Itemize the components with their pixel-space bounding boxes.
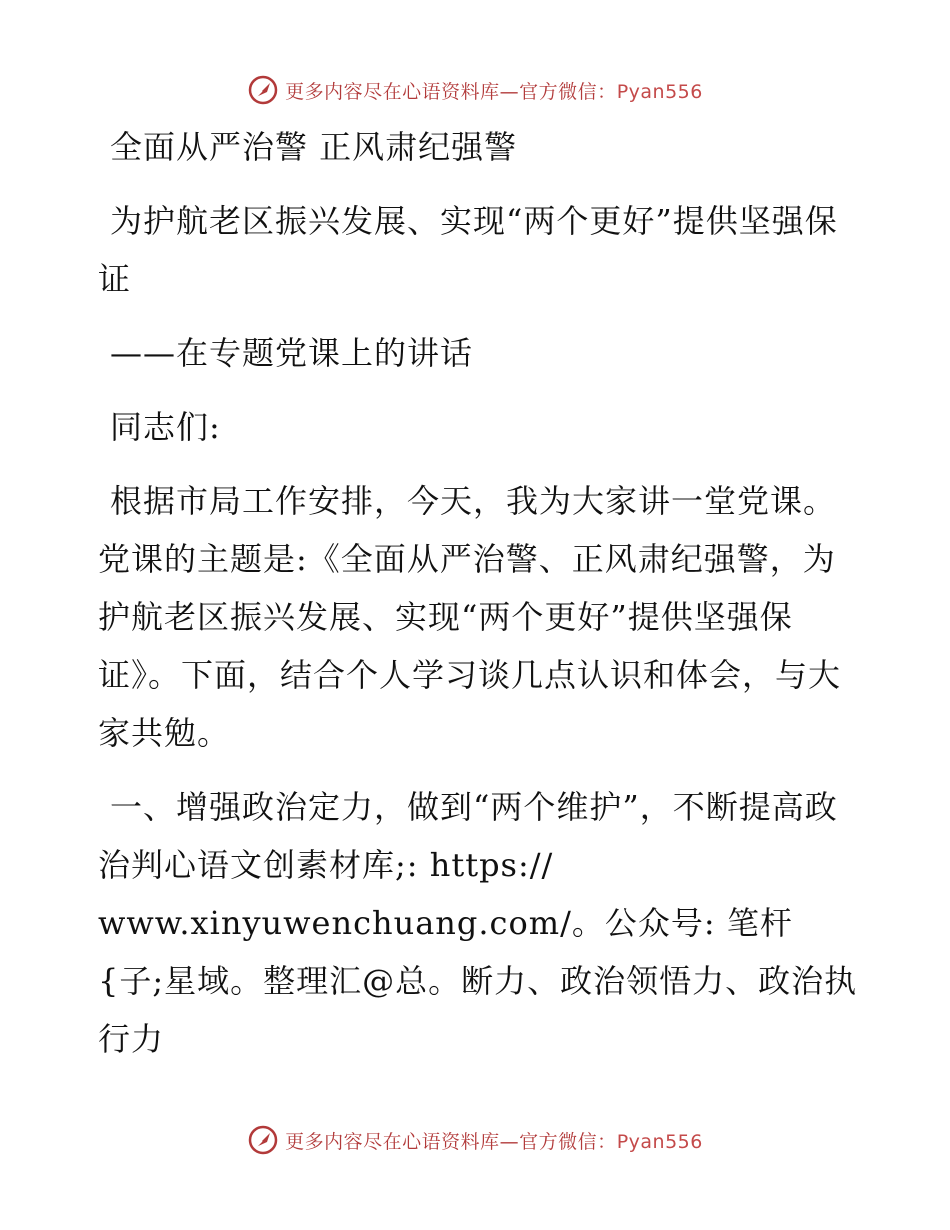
banner-main-text: 更多内容尽在心语资料库 [285, 1130, 500, 1153]
doc-paragraph-1: 根据市局工作安排，今天，我为大家讲一堂党课。党课的主题是:《全面从严治警、正风肃纪强警，为护航老区振兴发展、实现“两个更好”提供坚强保证》。下面，结合个人学习谈几点认识和体会，与大家共勉。 [98, 482, 842, 752]
banner-dash: — [499, 80, 520, 103]
doc-paragraph-2-part-a: 一、增强政治定力，做到“两个维护”，不断提高政治判心语文创素材库;: https:// [98, 788, 838, 884]
doc-title-line-1: 全面从严治警 正风肃纪强警 [110, 128, 518, 166]
banner-wechat-id: Pyan556 [616, 80, 703, 103]
banner-wechat-label: 官方微信： [519, 1130, 617, 1153]
document-body [98, 118, 858, 1068]
doc-paragraph-2-part-b: www.xinyuwenchuang.com/。公众号: 笔杆{子;星域。整理汇@总。断力、政治领悟力、政治执行力 [98, 904, 858, 1058]
quill-logo-icon [247, 74, 279, 106]
banner-wechat-label: 官方微信： [519, 80, 617, 103]
doc-title-line-2: 为护航老区振兴发展、实现“两个更好”提供坚强保证 [98, 202, 838, 298]
banner-text [285, 1127, 703, 1154]
banner-text [285, 77, 703, 104]
footer-banner [0, 1120, 950, 1160]
banner-main-text: 更多内容尽在心语资料库 [285, 80, 500, 103]
banner-wechat-id: Pyan556 [616, 1130, 703, 1153]
header-banner [0, 70, 950, 110]
doc-paragraph-2 [98, 778, 858, 1068]
doc-salutation: 同志们: [110, 408, 221, 446]
banner-dash: — [499, 1130, 520, 1153]
doc-subtitle: ——在专题党课上的讲话 [110, 334, 474, 372]
quill-logo-icon [247, 1124, 279, 1156]
